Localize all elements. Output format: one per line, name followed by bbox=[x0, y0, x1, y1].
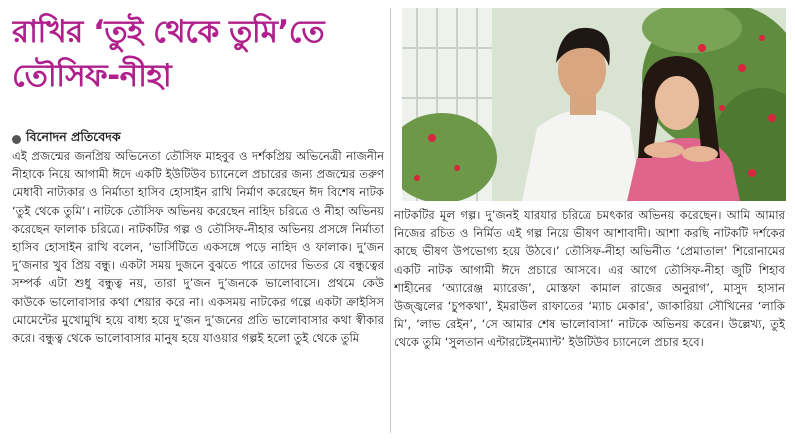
bullet-icon bbox=[12, 135, 21, 144]
body-text-left: এই প্রজন্মের জনপ্রিয় অভিনেতা তৌসিফ মাহবুব ও দর্শকপ্রিয় অভিনেত্রী নাজনীন নীহাকে নিয়ে আগামী ঈদে একটি ইউটিউব চ্যানেলে প্রচারের জন্য প্রজন্মের তরুণ মেধাবী নাট্যকার ও নির্মাতা হাসিব হোসাইন রাখি নির্মাণ করেছেন ঈদ বিশেষ নাটক ‘তুই থেকে তুমি’। নাটকে তৌসিফ অভিনয় করেছেন নাহিদ চরিত্রে ও নীহা অভিনয় করেছেন ফালাক চরিত্রে। নাটকটির গল্প ও তৌসিফ-নীহার অভিনয় প্রসঙ্গে নির্মাতা হাসিব হোসাইন রাখি বলেন, ‘ভার্সিটিতে একসঙ্গে পড়ে নাহিদ ও ফালাক। দু’জন দু’জনার খুব প্রিয় বন্ধু। একটা সময় দুজনে বুঝতে পারে তাদের ভিতর যে বন্ধুত্বের সম্পর্ক এটা শুধু বন্ধুত্ব নয়, তারা দু’জন দু’জনকে ভালোবাসে। প্রথমে কেউ কাউকে ভালোবাসার কথা শেয়ার করে না। একসময় নাটকের গল্পে একটা ক্রাইসিস মোমেন্টের মুখোমুখি হয়ে বাধ্য হয়ে দু’জন দু’জনের প্রতি ভালোবাসার কথা স্বীকার করে। বন্ধুত্ব থেকে ভালোবাসার মানুষ হয়ে যাওয়ার গল্পই হলো তুই থেকে তুমি bbox=[12, 149, 384, 346]
byline bbox=[12, 129, 384, 149]
byline-text: বিনোদন প্রতিবেদক bbox=[26, 129, 121, 144]
article-column-right bbox=[394, 206, 785, 438]
body-text-right: নাটকটির মূল গল্প। দু’জনই যারযার চরিত্রে চমৎকার অভিনয় করেছেন। আমি আমার নিজের রচিত ও নির্মিত এই গল্প নিয়ে ভীষণ আশাবাদী। আশা করছি নাটকটি দর্শকের কাছে ভীষণ উপভোগ্য হয়ে উঠবে।’ তৌসিফ-নীহা অভিনীত ‘প্রেমাতাল’ শিরোনামের একটি নাটক আগামী ঈদে প্রচারে আসবে। এর আগে তৌসিফ-নীহা জুটি শিহাব শাহীনের ‘অ্যারেঞ্জ ম্যারেজ’, মোস্তফা কামাল রাজের অনুরাগ’, মাসুদ হাসান উজ্জ্বলের ‘চুপকথা’, ইমরাউল রাফাতের ‘ম্যাচ মেকার’, জাকারিয়া সৌখিনের ‘লাকি মি’, ‘লাভ রেইন’, ‘সে আমার শেষ ভালোবাসা’ নাটকে অভিনয় করেন। উল্লেখ্য, তুই থেকে তুমি ‘সুলতান এন্টারটেইনম্যান্ট’ ইউটিউব চ্যানেলে প্রচার হবে। bbox=[394, 208, 785, 350]
column-divider bbox=[390, 8, 391, 433]
headline-line-2: তৌসিফ-নীহা bbox=[12, 58, 172, 94]
photo-illustration bbox=[402, 8, 786, 201]
headline-line-1: রাখির ‘তুই থেকে তুমি’তে bbox=[12, 14, 325, 50]
article-column-left bbox=[12, 147, 384, 437]
couple-photo bbox=[402, 8, 786, 201]
headline bbox=[12, 10, 384, 98]
